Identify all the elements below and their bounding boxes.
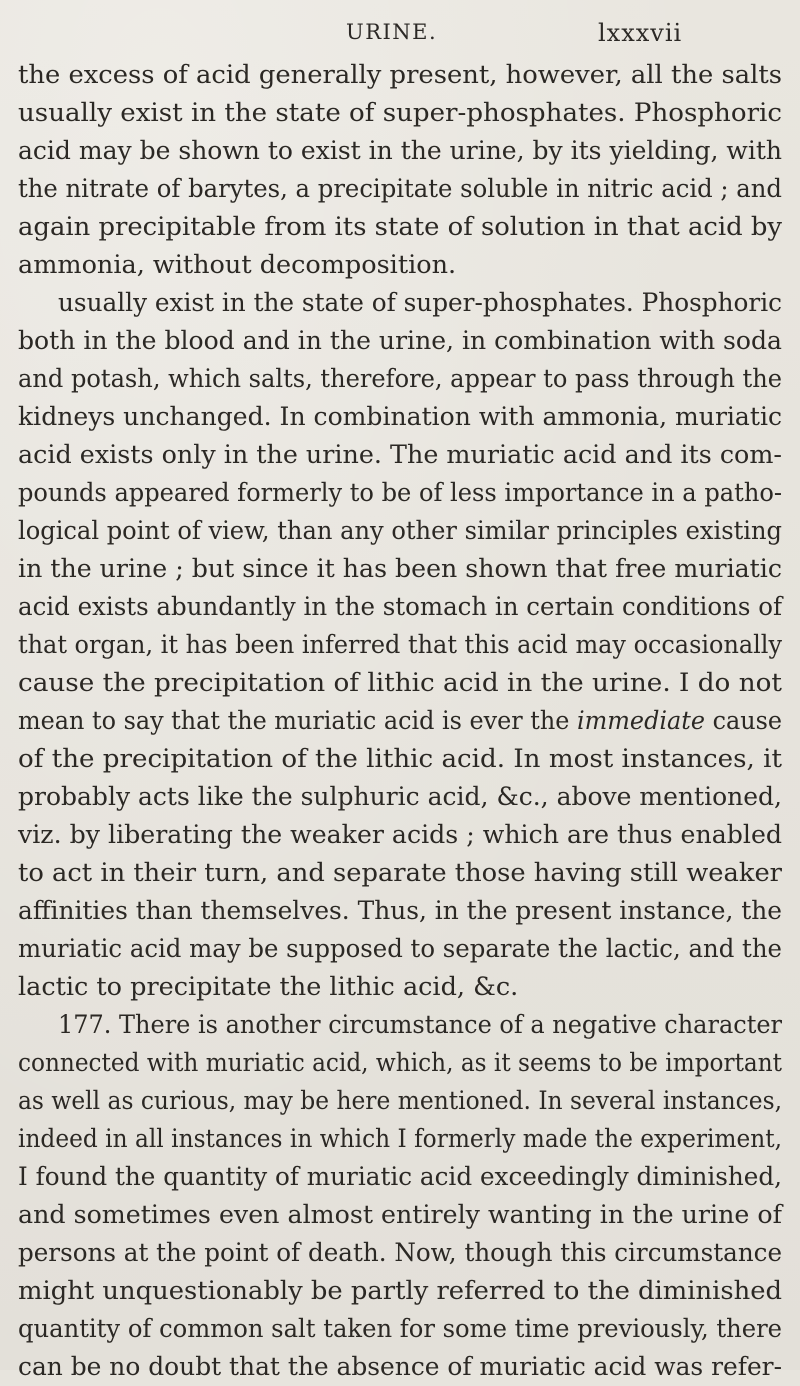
paragraph-176-start (0, 284, 800, 322)
text-line: that organ, it has been inferred that this acid may occasionally (18, 630, 782, 660)
text-line: affinities than themselves. Thus, in the present instance, the (18, 896, 782, 926)
text-line: quantity of common salt taken for some time previously, there (18, 1314, 782, 1344)
text-line: the nitrate of barytes, a precipitate soluble in nitric acid ; and (18, 174, 782, 204)
page-number: lxxxvii (598, 19, 683, 47)
text-line: acid exists abundantly in the stomach in certain conditions of (18, 592, 782, 622)
running-head (0, 14, 800, 50)
text-line: pounds appeared formerly to be of less importance in a patho- (18, 478, 782, 508)
running-title: URINE. (346, 20, 438, 44)
text-line: both in the blood and in the urine, in combination with soda (18, 326, 782, 356)
text-line: kidneys unchanged. In combination with ammonia, muriatic (18, 402, 782, 432)
text-line: acid exists only in the urine. The muriatic acid and its com- (18, 440, 782, 470)
text-line: lactic to precipitate the lithic acid, &c. (18, 972, 519, 1002)
text-line: ammonia, without decomposition. (18, 250, 457, 280)
text-line: might unquestionably be partly referred to the diminished (18, 1276, 782, 1306)
text-line-content: mean to say that the muriatic acid is ever the immediate cause (18, 706, 782, 736)
text-line: usually exist in the state of super-phosphates. Phosphoric (18, 98, 782, 128)
text-line: the excess of acid generally present, however, all the salts (18, 60, 783, 90)
text-line: muriatic acid may be supposed to separate the lactic, and the (18, 934, 782, 964)
text-line: can be no doubt that the absence of muriatic acid was refer- (18, 1352, 782, 1382)
text-line-content: usually exist in the state of super-phosphates. Phosphoric (58, 288, 782, 318)
text-line: probably acts like the sulphuric acid, &c., above mentioned, (18, 782, 782, 812)
text-line: in the urine ; but since it has been shown that free muriatic (18, 554, 782, 584)
text-line: indeed in all instances in which I formerly made the experiment, (18, 1124, 782, 1154)
text-line: connected with muriatic acid, which, as it seems to be important (18, 1048, 782, 1078)
text-line: and potash, which salts, therefore, appear to pass through the (18, 364, 782, 394)
text-line: cause the precipitation of lithic acid in the urine. I do not (18, 668, 782, 698)
text-line: again precipitable from its state of solution in that acid by (18, 212, 782, 242)
text-line: and sometimes even almost entirely wanting in the urine of (18, 1200, 782, 1230)
text-line: logical point of view, than any other similar principles existing (18, 516, 782, 546)
text-line (0, 702, 800, 740)
text-line: viz. by liberating the weaker acids ; which are thus enabled (18, 820, 782, 850)
text-line: of the precipitation of the lithic acid. In most instances, it (18, 744, 782, 774)
text-line: as well as curious, may be here mentioned. In several instances, (18, 1086, 782, 1116)
text-line: to act in their turn, and separate those having still weaker (18, 858, 782, 888)
text-line: I found the quantity of muriatic acid exceedingly diminished, (18, 1162, 782, 1192)
text-line: acid may be shown to exist in the urine, by its yielding, with (18, 136, 782, 166)
text-line: persons at the point of death. Now, though this circumstance (18, 1238, 782, 1268)
paragraph-177-start: 177. There is another circumstance of a negative character (58, 1010, 782, 1040)
